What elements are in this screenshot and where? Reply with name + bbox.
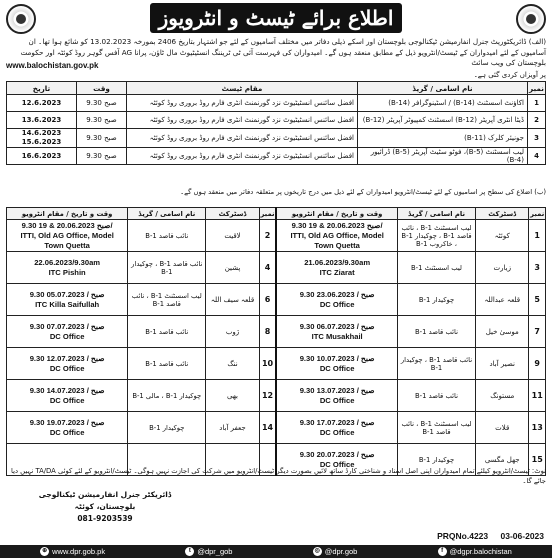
row-number: 2	[259, 220, 276, 252]
row-venue: افضل سائنس انسٹیٹیوٹ نزد گورنمنٹ انٹری فارم روڈ بروری روڈ کوئٹہ	[127, 95, 358, 112]
table-header-row	[7, 82, 546, 95]
table-row	[7, 316, 546, 348]
row-district: بھی	[206, 380, 259, 412]
prq-date: 03-06-2023	[500, 531, 544, 541]
datetime-line: ITTI, Old AG Office, Model	[20, 230, 114, 240]
government-emblem-icon	[516, 4, 546, 34]
datetime-line: DC Office	[319, 363, 355, 373]
row-district: کوئٹہ	[476, 220, 529, 252]
row-number: 15	[529, 444, 546, 476]
interview-datetime	[7, 348, 128, 380]
row-number: 13	[529, 412, 546, 444]
datetime-line: 22.06.2023/9.30am	[34, 257, 101, 267]
row-number: 3	[528, 129, 546, 148]
table-header-row	[7, 208, 546, 220]
datetime-line: 21.06.2023/9.30am	[304, 257, 371, 267]
interview-datetime	[276, 220, 397, 252]
interview-datetime	[276, 412, 397, 444]
social-facebook[interactable]	[438, 547, 512, 556]
row-number: 9	[529, 348, 546, 380]
facebook-icon: f	[438, 547, 447, 556]
row-number: 10	[259, 348, 276, 380]
row-number: 12	[259, 380, 276, 412]
row-time: صبح 9.30	[77, 148, 127, 165]
interview-datetime	[7, 380, 128, 412]
col-district: ڈسٹرکٹ	[206, 208, 259, 220]
signer-title: ڈائریکٹر جنرل انفارمیشن ٹیکنالوجی	[38, 490, 172, 499]
row-number: 3	[529, 252, 546, 284]
row-post: نائب قاصد B-1	[397, 380, 475, 412]
row-date: 12.6.2023	[7, 95, 77, 112]
col-post: نام اسامی / گریڈ	[397, 208, 475, 220]
social-twitter[interactable]	[185, 547, 232, 556]
datetime-line: Town Quetta	[314, 240, 360, 250]
row-post: نائب قاصد B-1 ، چوکیدار B-1	[397, 348, 475, 380]
row-district: قلات	[476, 412, 529, 444]
datetime-line: DC Office	[49, 395, 85, 405]
col-datetime: وقت و تاریخ / مقام انٹرویو	[7, 208, 128, 220]
datetime-line: 9.30 صبح / 20.07.2023	[299, 449, 375, 459]
social-footer	[0, 545, 552, 558]
datetime-line: 9.30 صبح / 10.07.2023	[299, 353, 375, 363]
row-date: 13.6.2023	[7, 112, 77, 129]
datetime-line: 9.30 صبح / 17.07.2023	[299, 417, 375, 427]
footer-note: نوٹ: ٹیسٹ/انٹرویو کیلئے تمام امیدواران اپنی اصل اسناد و شناختی کارڈ ساتھ لائیں بصورت دیگر ٹیسٹ/انٹرویو میں شرکت کی اجازت نہیں ہوگی۔ ٹیسٹ/انٹرویو کے لئے کوئی TA/DA نہیں دیا جائے گا۔	[11, 467, 546, 485]
row-post: نائب قاصد B-1	[397, 316, 475, 348]
row-district: قلعہ عبداللہ	[476, 284, 529, 316]
datetime-line: ITC Musakhail	[311, 331, 363, 341]
datetime-line: 9.30 صبح / 14.07.2023	[29, 385, 105, 395]
row-number: 4	[259, 252, 276, 284]
social-label: @dgpr.balochistan	[449, 547, 512, 556]
table-row	[7, 252, 546, 284]
prq-reference	[427, 531, 544, 541]
row-post: نائب قاصد B-1	[128, 348, 206, 380]
social-instagram[interactable]	[313, 547, 358, 556]
col-district: ڈسٹرکٹ	[476, 208, 529, 220]
interview-datetime	[276, 316, 397, 348]
col-datetime: وقت و تاریخ / مقام انٹرویو	[276, 208, 397, 220]
row-time: صبح 9.30	[77, 129, 127, 148]
interview-datetime	[7, 412, 128, 444]
row-district: پشین	[206, 252, 259, 284]
row-date-first: 14.6.2023	[21, 129, 62, 137]
datetime-line: 9.30 صبح / 05.07.2023	[29, 289, 105, 299]
row-district: مستونگ	[476, 380, 529, 412]
row-number: 5	[529, 284, 546, 316]
datetime-line: 9.30 صبح / 12.07.2023	[29, 353, 105, 363]
table-row	[7, 95, 546, 112]
row-district: ننگ	[206, 348, 259, 380]
interview-datetime	[7, 316, 128, 348]
district-interview-table	[6, 207, 546, 476]
row-post: ڈیٹا انٹری آپریٹر (B-12) اسسٹنٹ کمپیوٹر آپریٹر (B-12)	[358, 112, 528, 129]
row-post: نائب قاصد B-1	[128, 220, 206, 252]
intro-text: (الف) ڈائریکٹوریٹ جنرل انفارمیشن ٹیکنالوجی بلوچستان اور اسکے ذیلی دفاتر میں مختلف آسامیوں کے لئے جو اشتہار بتاریخ 2406 بمورخہ 13.02.2023 کو شائع ہوا تھا۔ ان آسامیوں کے لئے امیدواران کے ٹیسٹ/انٹرویو ذیل کے مطابق منعقد ہوں گے۔ امیدواران کی فہرست آئی ٹی ٹریننگ انسٹیٹیوٹ مال ٹاؤن، پرانا AG آفس گوہر روڈ کوئٹہ اور حکومت بلوچستان کی ویب سائٹ	[20, 37, 546, 67]
row-district: موسیٰ خیل	[476, 316, 529, 348]
row-number: 11	[529, 380, 546, 412]
row-date-second: 15.6.2023	[21, 138, 62, 146]
instagram-icon: ◎	[314, 548, 320, 554]
website-link[interactable]: www.balochistan.gov.pk	[6, 61, 99, 70]
table-row	[7, 148, 546, 165]
col-venue: مقام ٹیسٹ	[127, 82, 358, 95]
social-label: @dpr_gob	[197, 547, 233, 556]
government-emblem-icon	[6, 4, 36, 34]
row-post: لیب اسسٹنٹ B-1 ، نائب قاصد B-1 ، چوکیدار B-1 ، خاکروب B-1	[397, 220, 475, 252]
datetime-line: DC Office	[319, 427, 355, 437]
datetime-line: ITC Ziarat	[319, 267, 355, 277]
row-time: صبح 9.30	[77, 112, 127, 129]
row-venue: افضل سائنس انسٹیٹیوٹ نزد گورنمنٹ انٹری فارم روڈ بروری روڈ کوئٹہ	[127, 148, 358, 165]
social-label: www.dpr.gob.pk	[52, 547, 106, 556]
row-post: لیب اسسٹنٹ B-1 ، نائب قاصد B-1	[128, 284, 206, 316]
row-number: 4	[528, 148, 546, 165]
signature-block	[20, 489, 190, 525]
interview-datetime	[276, 252, 397, 284]
table-row	[7, 129, 546, 148]
row-district: لاقیت	[206, 220, 259, 252]
datetime-line: 9.30 صبح / 13.07.2023	[299, 385, 375, 395]
row-district: نصیر آباد	[476, 348, 529, 380]
col-time: وقت	[77, 82, 127, 95]
datetime-line: 9.30 صبح / 19.07.2023	[29, 417, 105, 427]
interview-datetime	[276, 284, 397, 316]
col-number: نمبر	[260, 209, 275, 218]
row-district: جعفر آباد	[206, 412, 259, 444]
interview-datetime	[7, 220, 128, 252]
row-post: لیب اسسٹنٹ (B-5)، فوٹو سٹیٹ آپریٹر (B-5) ڈرائیور (B-4)	[358, 148, 528, 165]
table-row	[7, 380, 546, 412]
row-post: چوکیدار B-1	[397, 444, 475, 476]
row-number: 7	[529, 316, 546, 348]
page-title: اطلاع برائے ٹیسٹ و انٹرویوز	[150, 3, 402, 33]
row-number: 8	[259, 316, 276, 348]
table-row	[7, 220, 546, 252]
row-post: اکاؤنٹ اسسٹنٹ (B-14) / اسٹینوگرافر (B-14)	[358, 95, 528, 112]
signer-phone: 081-9203539	[77, 514, 133, 523]
table-row	[7, 112, 546, 129]
district-note: (ب) اضلاع کی سطح پر اسامیوں کے لئے ٹیسٹ/انٹرویو امیدواران کے لئے ذیل میں درج تاریخوں پر متعلقہ دفاتر میں منعقد ہوں گے۔	[180, 188, 546, 196]
row-number: 2	[528, 112, 546, 129]
row-post: لیب اسسٹنٹ B-1 ، نائب قاصد B-1	[397, 412, 475, 444]
col-number: نمبر	[529, 83, 544, 93]
signer-location: بلوچستان، کوئٹہ	[74, 502, 136, 511]
row-number: 6	[259, 284, 276, 316]
datetime-line: 9.30 صبح / 23.06.2023	[299, 289, 375, 299]
row-time: صبح 9.30	[77, 95, 127, 112]
row-district: ژوب	[206, 316, 259, 348]
row-post: چوکیدار B-1	[128, 412, 206, 444]
row-post: لیب اسسٹنٹ B-1	[397, 252, 475, 284]
col-number: نمبر	[530, 209, 545, 218]
row-district: جھل مگسی	[476, 444, 529, 476]
datetime-line: ITC Pishin	[48, 267, 86, 277]
row-post: جونیئر کلرک (B-11)	[358, 129, 528, 148]
datetime-line: 9.30 صبح / 07.07.2023	[29, 321, 105, 331]
datetime-line: DC Office	[319, 299, 355, 309]
globe-icon: ⊕	[42, 548, 48, 554]
datetime-line: DC Office	[319, 459, 355, 469]
row-date: 16.6.2023	[7, 148, 77, 165]
test-schedule-table	[6, 81, 546, 165]
interview-datetime	[7, 252, 128, 284]
social-website[interactable]	[40, 547, 105, 556]
twitter-icon: t	[185, 547, 194, 556]
row-number: 1	[529, 220, 546, 252]
row-date	[7, 129, 77, 148]
datetime-line: DC Office	[49, 331, 85, 341]
datetime-line: ITC Killa Saifullah	[35, 299, 100, 309]
col-date: تاریخ	[7, 82, 77, 95]
prq-number: PRQNo.4223	[437, 531, 489, 541]
datetime-line: Town Quetta	[44, 240, 90, 250]
col-post: نام اسامی / گریڈ	[128, 208, 206, 220]
interview-datetime	[276, 348, 397, 380]
datetime-line: 9.30 صبح / 06.07.2023	[299, 321, 375, 331]
datetime-line: 9.30 صبح 20.06.2023 & 19/	[21, 220, 113, 230]
datetime-line: DC Office	[49, 363, 85, 373]
interview-datetime	[276, 380, 397, 412]
row-number: 14	[259, 412, 276, 444]
datetime-line: DC Office	[319, 395, 355, 405]
table-row	[7, 348, 546, 380]
datetime-line: 9.30 صبح 20.06.2023 & 19/	[291, 220, 383, 230]
intro-tail: پر آویزاں کردی گئی ہے۔	[473, 71, 546, 79]
row-venue: افضل سائنس انسٹیٹیوٹ نزد گورنمنٹ انٹری فارم روڈ بروری روڈ کوئٹہ	[127, 129, 358, 148]
interview-datetime	[7, 284, 128, 316]
datetime-line: ITTI, Old AG Office, Model	[290, 230, 384, 240]
col-post: نام اسامی / گریڈ	[358, 82, 528, 95]
row-number: 1	[528, 95, 546, 112]
datetime-line: DC Office	[49, 427, 85, 437]
row-post: نائب قاصد B-1	[128, 316, 206, 348]
row-post: چوکیدار B-1	[397, 284, 475, 316]
row-post: نائب قاصد B-1 ، چوکیدار B-1	[128, 252, 206, 284]
table-row	[7, 284, 546, 316]
social-label: @dpr.gob	[324, 547, 358, 556]
row-district: قلعہ سیف اللہ	[206, 284, 259, 316]
row-venue: افضل سائنس انسٹیٹیوٹ نزد گورنمنٹ انٹری فارم روڈ بروری روڈ کوئٹہ	[127, 112, 358, 129]
table-row	[7, 412, 546, 444]
row-district: زیارت	[476, 252, 529, 284]
row-post: چوکیدار B-1 ، مالی B-1	[128, 380, 206, 412]
